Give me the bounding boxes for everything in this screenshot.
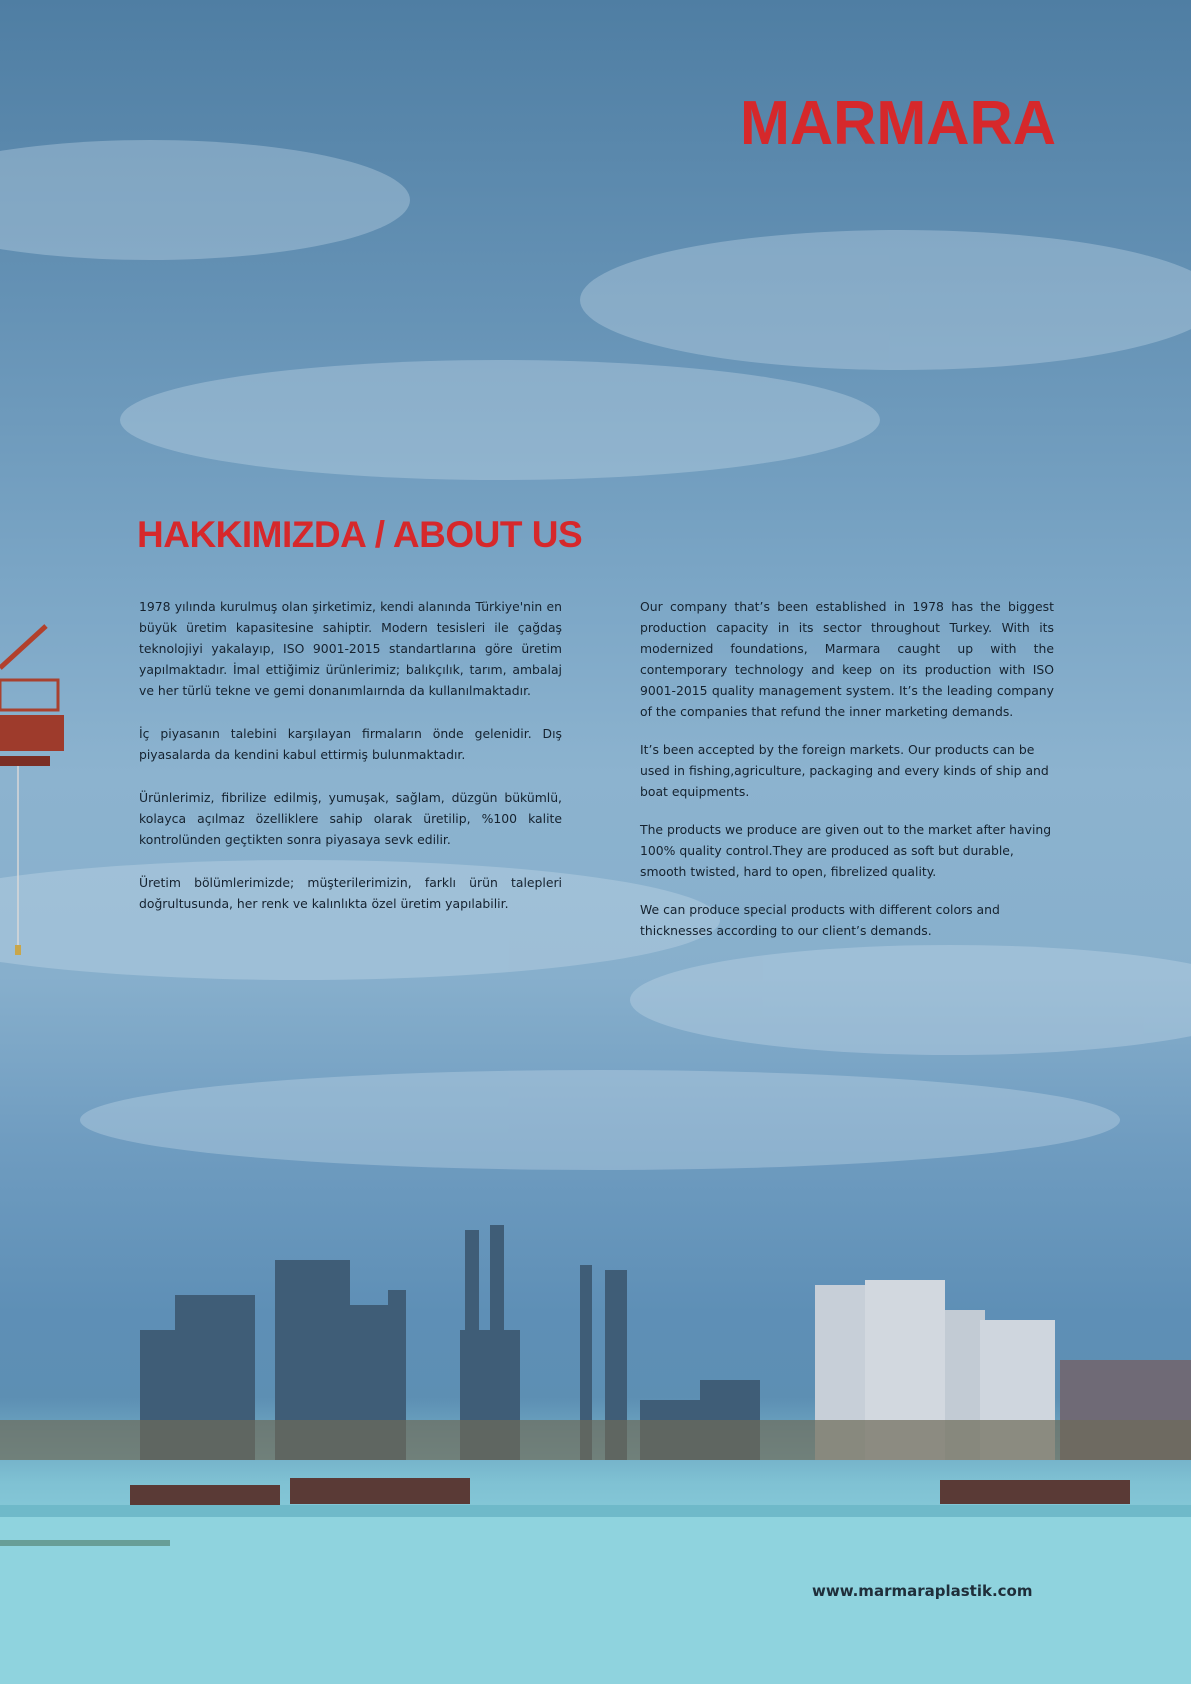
city-lights [0,1420,1191,1460]
english-column [640,596,1054,958]
english-paragraph-3: The products we produce are given out to the market after having 100% quality control.They are produced as soft but durable, smooth twisted, hard to open, fibrelized quality. [640,822,1052,879]
english-paragraph-4: We can produce special products with different colors and thicknesses according to our client’s demands. [640,902,1000,938]
turkish-column [139,596,562,936]
turkish-paragraph-2: İç piyasanın talebini karşılayan firmaların önde gelenidir. Dış piyasalarda da kendini kabul ettirmiş bulunmaktadır. [139,726,562,762]
logo-text: MARMARA [740,89,1056,156]
ships [130,1478,1130,1505]
english-paragraph-2: It’s been accepted by the foreign markets. Our products can be used in fishing,agriculture, packaging and every kinds of ship and boat equipments. [640,742,1049,799]
marmara-logo [740,84,1060,156]
page-title: HAKKIMIZDA / ABOUT US [137,514,583,555]
website-link[interactable]: www.marmaraplastik.com [812,1582,1033,1600]
turkish-paragraph-4: Üretim bölümlerimizde; müşterilerimizin, farklı ürün talepleri doğrultusunda, her renk ve kalınlıkta özel üretim yapılabilir. [139,875,562,911]
english-paragraph-1: Our company that’s been established in 1978 has the biggest production capacity in its sector throughout Turkey. With its modernized foundations, Marmara caught up with the contemporary technology and keep on its production with ISO 9001-2015 quality management system. It’s the leading company of the companies that refund the inner marketing demands. [640,599,1054,719]
turkish-paragraph-1: 1978 yılında kurulmuş olan şirketimiz, kendi alanında Türkiye'nin en büyük üretim kapasitesine sahiptir. Modern tesisleri ile çağdaş teknolojiyi yakalayıp, ISO 9001-2015 standartlarına göre üretim yapılmaktadır. İmal ettiğimiz ürünlerimiz; balıkçılık, tarım, ambalaj ve her türlü tekne ve gemi donanımlaırnda da kullanılmaktadır. [139,599,562,698]
turkish-paragraph-3: Ürünlerimiz, fibrilize edilmiş, yumuşak, sağlam, düzgün bükümlü, kolayca açılmaz özelliklere sahip olarak üretilip, %100 kalite kontrolünden geçtikten sonra piyasaya sevk edilir. [139,790,562,847]
